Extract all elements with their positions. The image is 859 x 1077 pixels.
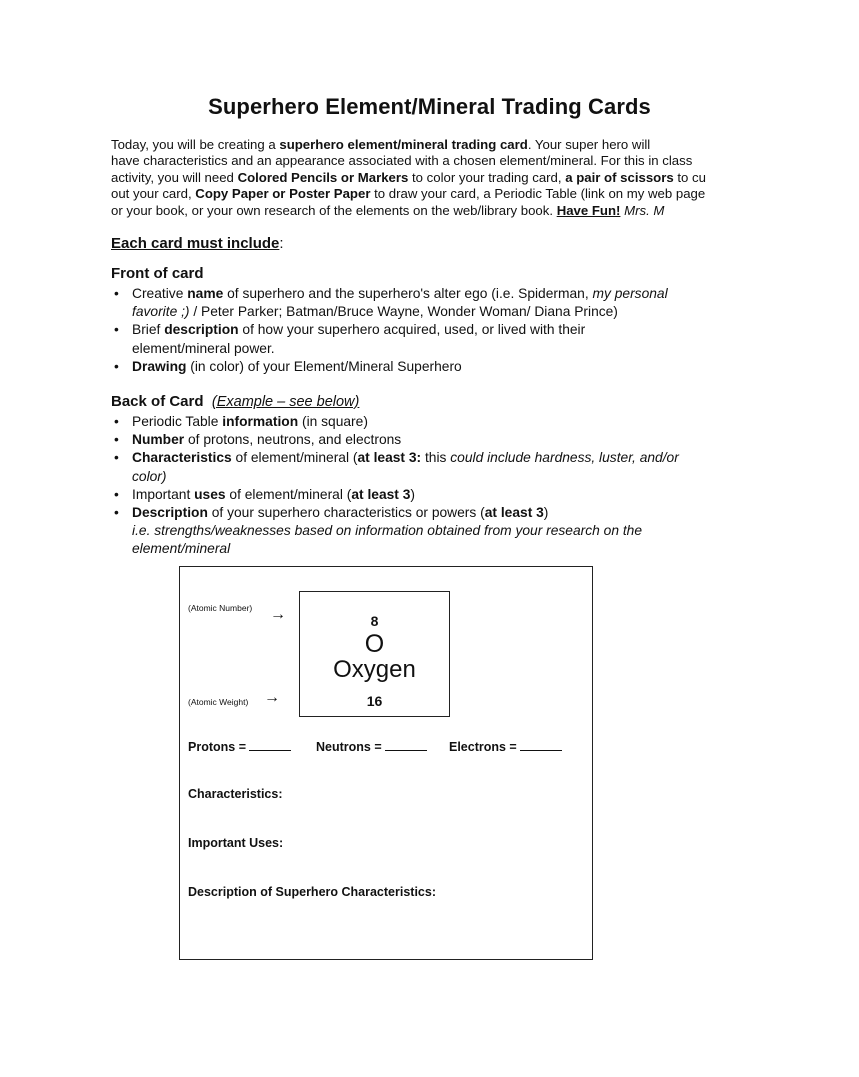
characteristics-label: Characteristics: <box>188 787 283 801</box>
element-symbol: O <box>364 630 385 658</box>
atomic-number: 8 <box>370 613 379 629</box>
element-name: Oxygen <box>333 656 416 683</box>
intro-text: out your card, <box>111 186 196 202</box>
neutrons-field <box>316 740 427 754</box>
teacher-signature: Mrs. M <box>620 202 665 218</box>
item-italic: element/mineral <box>132 541 231 557</box>
item-text: ) <box>543 505 549 521</box>
front-heading: Front of card <box>111 265 204 282</box>
each-card-colon: : <box>279 235 284 252</box>
item-text: of element/mineral ( <box>225 486 352 502</box>
bullet: • <box>114 450 119 466</box>
neutrons-blank <box>385 740 427 751</box>
neutrons-label: Neutrons = <box>316 740 382 754</box>
item-text: of protons, neutrons, and electrons <box>184 432 402 448</box>
bullet: • <box>114 505 119 521</box>
item-bold: at least 3 <box>351 486 411 502</box>
have-fun-text: Have Fun! <box>556 202 621 218</box>
item-bold: information <box>222 414 299 429</box>
intro-text: Today, you will be creating a <box>111 137 280 152</box>
item-bold: Number <box>132 432 185 448</box>
intro-text: activity, you will need <box>111 169 238 185</box>
list-item <box>111 358 751 376</box>
item-text: / Peter Parker; Batman/Bruce Wayne, Wonder Woman/ Diana Prince) <box>189 304 618 320</box>
item-text: (in color) of your Element/Mineral Superhero <box>186 358 462 374</box>
item-text: of your superhero characteristics or powers ( <box>207 505 485 521</box>
item-italic: i.e. strengths/weaknesses based on information obtained from your research on the <box>132 523 643 539</box>
electrons-blank <box>520 740 562 751</box>
list-item <box>111 431 751 449</box>
item-text: element/mineral power. <box>132 340 275 356</box>
arrow-right-icon: → <box>264 689 280 706</box>
list-item <box>111 321 751 357</box>
item-text: (in square) <box>298 414 368 429</box>
uses-label: Important Uses: <box>188 836 284 850</box>
item-bold: Characteristics <box>132 450 232 466</box>
item-bold: Description <box>132 505 208 521</box>
intro-text: have characteristics and an appearance associated with a chosen element/mineral. For this in class <box>111 153 693 169</box>
bullet: • <box>114 358 119 374</box>
element-square <box>299 591 450 717</box>
intro-paragraph <box>111 137 751 219</box>
item-text: Important <box>132 486 195 502</box>
intro-bold: superhero element/mineral trading card <box>279 137 528 152</box>
each-card-title: Each card must include <box>111 235 280 252</box>
back-list <box>111 413 751 559</box>
item-italic: my personal <box>592 286 668 301</box>
item-text: this <box>421 450 451 466</box>
intro-text: to color your trading card, <box>408 169 566 185</box>
item-bold: Drawing <box>132 358 187 374</box>
intro-text: . Your super hero will <box>527 137 651 152</box>
description-label: Description of Superhero Characteristics: <box>188 885 436 899</box>
intro-text: to draw your card, a Periodic Table (link on my web page <box>370 186 706 202</box>
list-item <box>111 504 751 559</box>
example-card <box>179 566 593 960</box>
item-italic: color) <box>132 468 167 484</box>
item-bold: uses <box>194 486 226 502</box>
item-text: of element/mineral ( <box>231 450 358 466</box>
bullet: • <box>114 432 119 448</box>
item-text: Brief <box>132 322 165 338</box>
bullet: • <box>114 486 119 502</box>
atomic-weight: 16 <box>366 693 383 709</box>
protons-blank <box>249 740 291 751</box>
item-italic: could include hardness, luster, and/or <box>450 450 679 466</box>
item-text: of superhero and the superhero's alter ego (i.e. Spiderman, <box>223 286 593 301</box>
protons-label: Protons = <box>188 740 246 754</box>
back-heading-text: Back of Card <box>111 393 204 410</box>
list-item <box>111 449 751 485</box>
page-title: Superhero Element/Mineral Trading Cards <box>208 94 651 119</box>
intro-text: to cu <box>673 169 706 185</box>
item-text: Creative <box>132 286 188 301</box>
back-heading <box>111 393 359 410</box>
electrons-label: Electrons = <box>449 740 517 754</box>
list-item <box>111 413 751 431</box>
item-bold: at least 3: <box>357 450 422 466</box>
electrons-field <box>449 740 562 754</box>
bullet: • <box>114 322 119 338</box>
item-italic: favorite ;) <box>132 304 190 320</box>
item-bold: description <box>164 322 239 338</box>
intro-text: or your book, or your own research of the elements on the web/library book. <box>111 202 557 218</box>
item-text: of how your superhero acquired, used, or lived with their <box>238 322 586 338</box>
item-bold: name <box>187 286 224 301</box>
example-link-text: (Example – see below) <box>211 394 360 410</box>
list-item <box>111 486 751 504</box>
atomic-number-label: (Atomic Number) <box>188 603 253 613</box>
front-list <box>111 285 751 376</box>
intro-bold: a pair of scissors <box>565 169 674 185</box>
item-text: Periodic Table <box>132 414 223 429</box>
protons-field <box>188 740 291 754</box>
list-item <box>111 285 751 321</box>
each-card-heading <box>111 235 284 252</box>
item-bold: at least 3 <box>484 505 544 521</box>
intro-bold: Copy Paper or Poster Paper <box>195 186 371 202</box>
bullet: • <box>114 286 119 301</box>
intro-bold: Colored Pencils or Markers <box>237 169 409 185</box>
bullet: • <box>114 414 119 429</box>
arrow-right-icon: → <box>270 606 286 623</box>
atomic-weight-label: (Atomic Weight) <box>188 697 249 707</box>
item-text: ) <box>410 486 416 502</box>
